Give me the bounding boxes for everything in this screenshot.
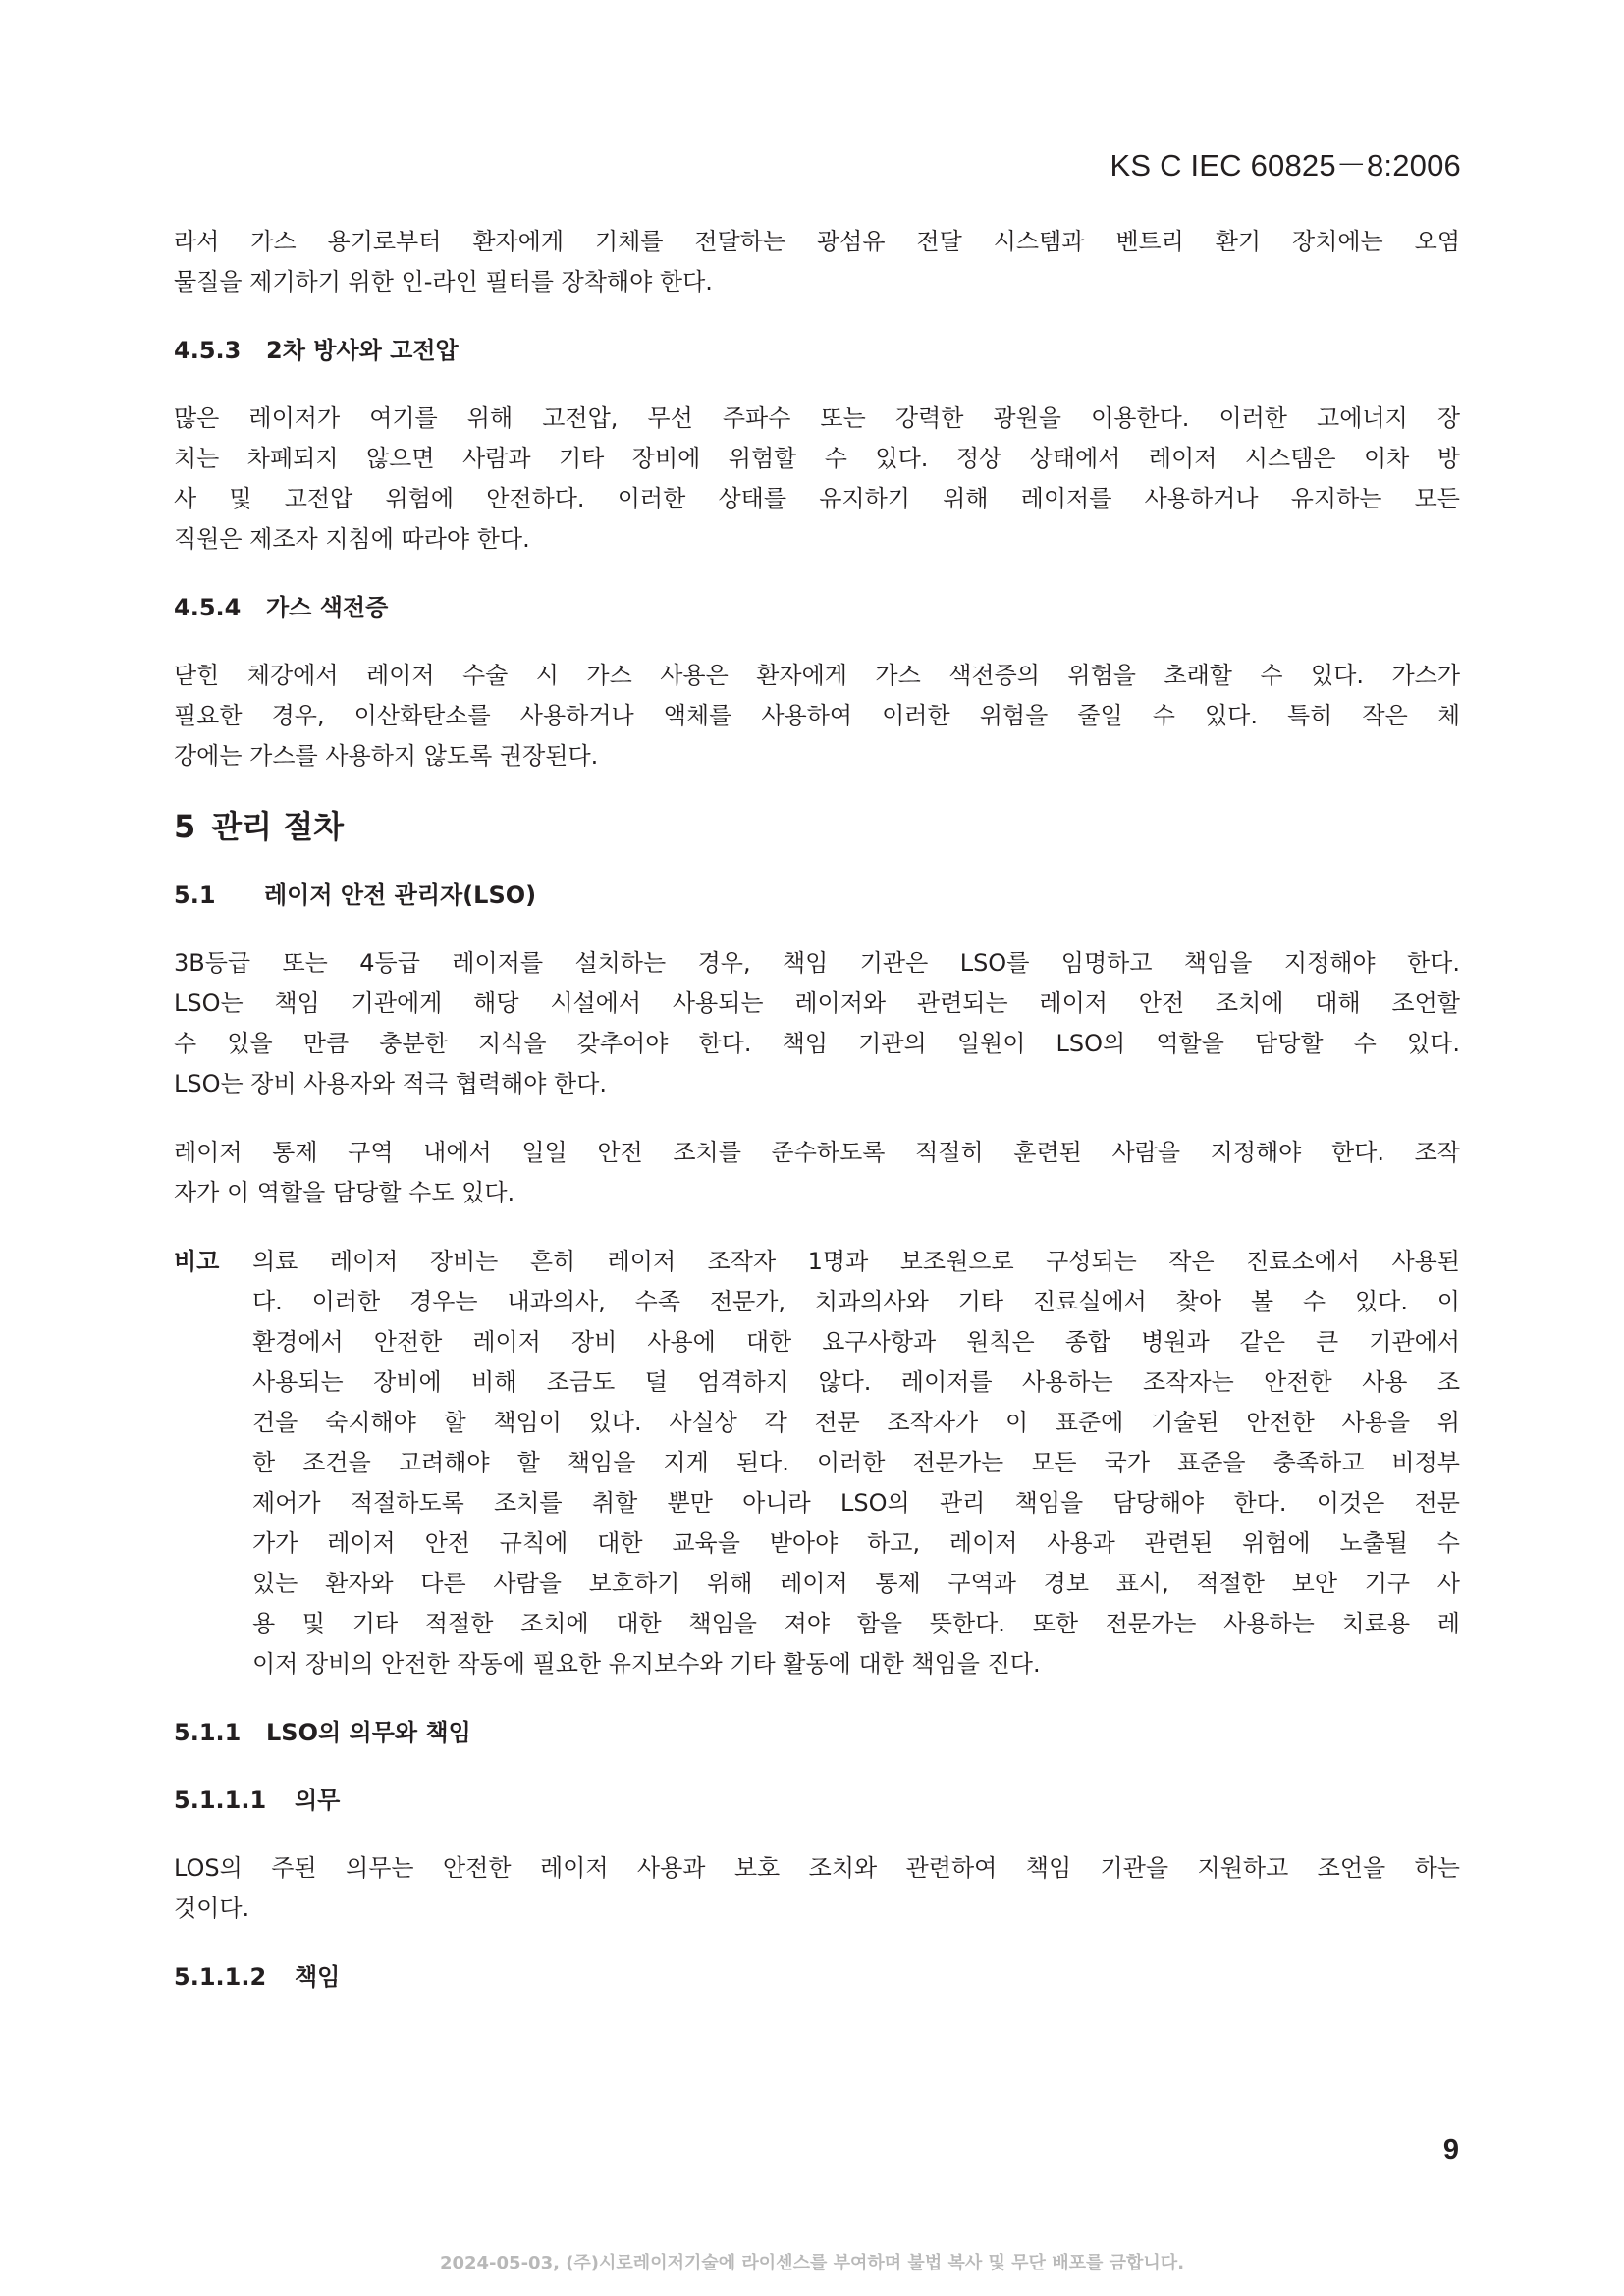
- text-line: 사용되는 장비에 비해 조금도 덜 엄격하지 않다. 레이저를 사용하는 조작자는 안전한 사용 조: [252, 1368, 1460, 1396]
- section-number: 4.5.3: [174, 337, 242, 364]
- intro-paragraph: [174, 222, 1460, 302]
- section-title: 의무: [295, 1787, 341, 1814]
- text-line: 레이저 통제 구역 내에서 일일 안전 조치를 준수하도록 적절히 훈련된 사람을 지정해야 한다. 조작: [174, 1139, 1460, 1166]
- section-number: 5.1.1: [174, 1719, 242, 1746]
- section-title: LSO의 의무와 책임: [266, 1719, 471, 1746]
- section-5-1-paragraph-2: [174, 1133, 1460, 1213]
- text-line: 가가 레이저 안전 규칙에 대한 교육을 받아야 하고, 레이저 사용과 관련된 위험에 노출될 수: [252, 1529, 1460, 1557]
- section-heading-5-1-1: [174, 1713, 1460, 1752]
- text-line: 라서 가스 용기로부터 환자에게 기체를 전달하는 광섬유 전달 시스템과 벤트리 환기 장치에는 오염: [174, 228, 1460, 255]
- standard-identifier: KS C IEC 60825－8:2006: [1110, 148, 1461, 183]
- text-line: 자가 이 역할을 담당할 수도 있다.: [174, 1179, 515, 1206]
- section-title: 관리 절차: [211, 808, 345, 845]
- section-heading-4-5-3: [174, 331, 1460, 370]
- section-heading-5: [174, 805, 1460, 848]
- section-heading-5-1-1-2: [174, 1957, 1460, 1997]
- text-line: 수 있을 만큼 충분한 지식을 갖추어야 한다. 책임 기관의 일원이 LSO의 역할을 담당할 수 있다.: [174, 1030, 1460, 1057]
- text-line: 강에는 가스를 사용하지 않도록 권장된다.: [174, 742, 599, 770]
- text-line: 사 및 고전압 위험에 안전하다. 이러한 상태를 유지하기 위해 레이저를 사용하거나 유지하는 모든: [174, 485, 1460, 512]
- section-number: 5.1.1.2: [174, 1963, 267, 1991]
- section-number: 5.1: [174, 881, 216, 909]
- text-line: LSO는 장비 사용자와 적극 협력해야 한다.: [174, 1070, 608, 1097]
- section-title: 레이저 안전 관리자(LSO): [264, 881, 537, 909]
- text-line: 3B등급 또는 4등급 레이저를 설치하는 경우, 책임 기관은 LSO를 임명하고 책임을 지정해야 한다.: [174, 949, 1460, 977]
- note-block: [174, 1242, 1460, 1684]
- section-title: 2차 방사와 고전압: [266, 337, 459, 364]
- text-line: 환경에서 안전한 레이저 장비 사용에 대한 요구사항과 원칙은 종합 병원과 같은 큰 기관에서: [252, 1328, 1460, 1356]
- text-line: 필요한 경우, 이산화탄소를 사용하거나 액체를 사용하여 이러한 위험을 줄일 수 있다. 특히 작은 체: [174, 702, 1460, 729]
- section-5-1-paragraph-1: [174, 943, 1460, 1104]
- page-content: [174, 218, 1460, 1997]
- text-line: 있는 환자와 다른 사람을 보호하기 위해 레이저 통제 구역과 경보 표시, 적절한 보안 기구 사: [252, 1570, 1460, 1597]
- text-line: 직원은 제조자 지침에 따라야 한다.: [174, 525, 530, 553]
- section-5-1-1-1-paragraph: [174, 1848, 1460, 1929]
- text-line: 물질을 제기하기 위한 인-라인 필터를 장착해야 한다.: [174, 268, 713, 295]
- text-line: LSO는 책임 기관에게 해당 시설에서 사용되는 레이저와 관련되는 레이저 안전 조치에 대해 조언할: [174, 989, 1460, 1017]
- section-title: 책임: [295, 1963, 341, 1991]
- section-number: 5.1.1.1: [174, 1787, 267, 1814]
- section-title: 가스 색전증: [266, 594, 389, 621]
- note-body: [252, 1242, 1460, 1684]
- section-number: 4.5.4: [174, 594, 242, 621]
- section-heading-4-5-4: [174, 588, 1460, 627]
- section-4-5-3-paragraph: [174, 399, 1460, 560]
- text-line: 이저 장비의 안전한 작동에 필요한 유지보수와 기타 활동에 대한 책임을 진다.: [252, 1650, 1041, 1678]
- text-line: LOS의 주된 의무는 안전한 레이저 사용과 보호 조치와 관련하여 책임 기관을 지원하고 조언을 하는: [174, 1854, 1460, 1882]
- page-number: 9: [1442, 2134, 1459, 2165]
- text-line: 많은 레이저가 여기를 위해 고전압, 무선 주파수 또는 강력한 광원을 이용한다. 이러한 고에너지 장: [174, 404, 1460, 432]
- text-line: 건을 숙지해야 할 책임이 있다. 사실상 각 전문 조작자가 이 표준에 기술된 안전한 사용을 위: [252, 1409, 1460, 1436]
- section-heading-5-1-1-1: [174, 1781, 1460, 1820]
- text-line: 제어가 적절하도록 조치를 취할 뿐만 아니라 LSO의 관리 책임을 담당해야 한다. 이것은 전문: [252, 1489, 1460, 1517]
- text-line: 것이다.: [174, 1895, 250, 1922]
- text-line: 용 및 기타 적절한 조치에 대한 책임을 져야 함을 뜻한다. 또한 전문가는 사용하는 치료용 레: [252, 1610, 1460, 1637]
- text-line: 다. 이러한 경우는 내과의사, 수족 전문가, 치과의사와 기타 진료실에서 찾아 볼 수 있다. 이: [252, 1288, 1460, 1315]
- license-footer-notice: 2024-05-03, (주)시로레이저기술에 라이센스를 부여하며 불법 복사 및 무단 배포를 금합니다.: [439, 2253, 1185, 2273]
- text-line: 한 조건을 고려해야 할 책임을 지게 된다. 이러한 전문가는 모든 국가 표준을 충족하고 비정부: [252, 1449, 1460, 1476]
- text-line: 치는 차폐되지 않으면 사람과 기타 장비에 위험할 수 있다. 정상 상태에서 레이저 시스템은 이차 방: [174, 445, 1460, 472]
- text-line: 닫힌 체강에서 레이저 수술 시 가스 사용은 환자에게 가스 색전증의 위험을 초래할 수 있다. 가스가: [174, 662, 1460, 689]
- section-heading-5-1: [174, 876, 1460, 915]
- text-line: 의료 레이저 장비는 흔히 레이저 조작자 1명과 보조원으로 구성되는 작은 진료소에서 사용된: [252, 1248, 1460, 1275]
- section-number: 5: [174, 808, 196, 845]
- note-label: 비고: [174, 1248, 220, 1275]
- section-4-5-4-paragraph: [174, 656, 1460, 776]
